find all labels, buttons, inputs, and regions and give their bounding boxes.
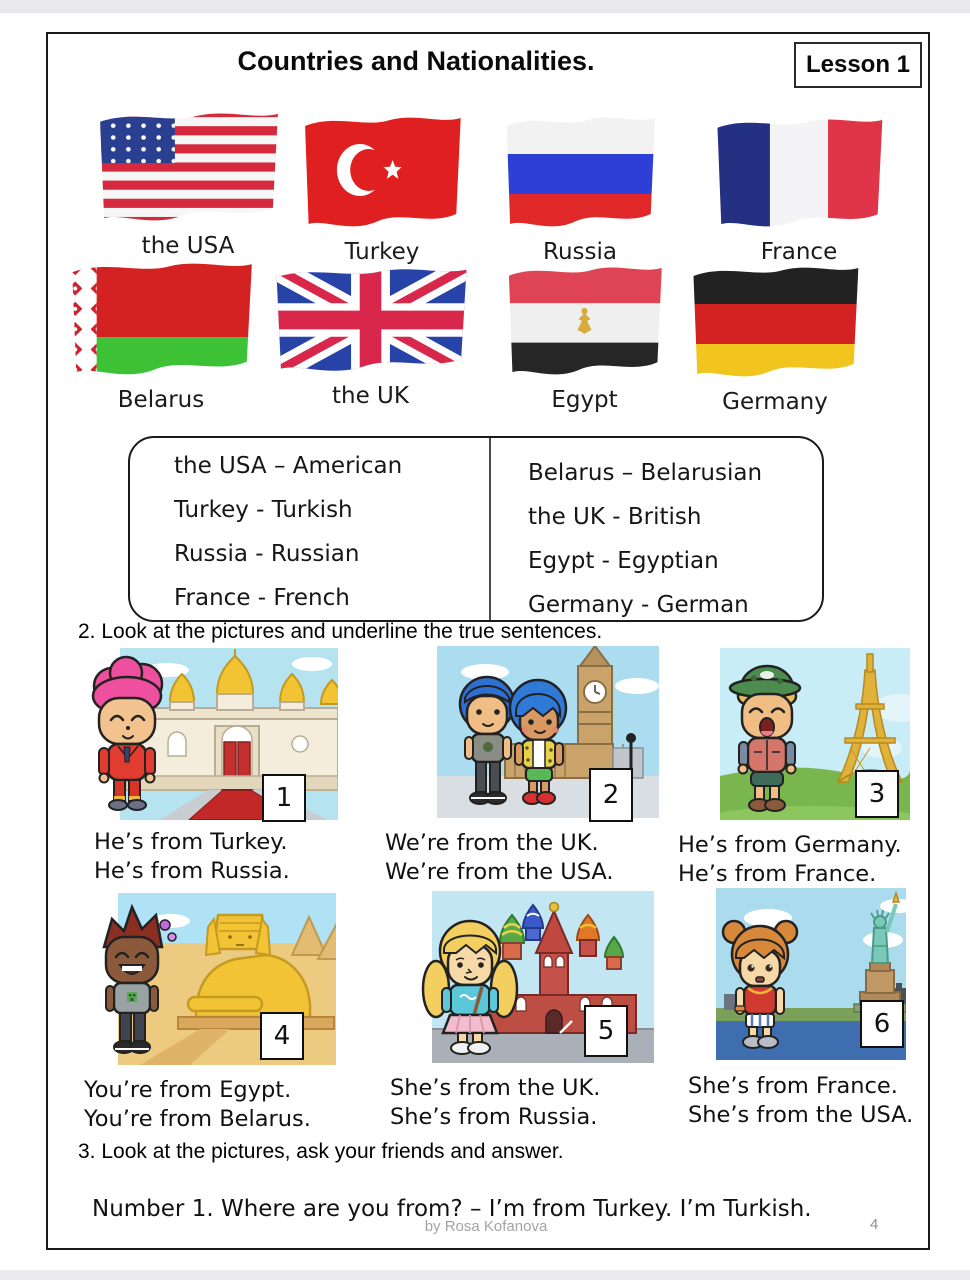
france-flag-icon bbox=[710, 114, 888, 232]
sentence-option: We’re from the USA. bbox=[385, 859, 614, 885]
germany-flag-icon bbox=[686, 262, 864, 382]
flag-item-usa bbox=[92, 108, 284, 259]
nationalities-left-column bbox=[174, 444, 402, 620]
flag-item-turkey bbox=[298, 112, 466, 265]
picture-number-badge: 4 bbox=[260, 1012, 304, 1060]
sentence-option: She’s from Russia. bbox=[390, 1104, 598, 1130]
nationalities-right-column bbox=[528, 451, 762, 627]
uk-flag-icon bbox=[268, 264, 473, 376]
sentence-option: You’re from Belarus. bbox=[84, 1106, 311, 1132]
sentence-option: He’s from Turkey. bbox=[94, 829, 288, 855]
column-divider bbox=[489, 438, 491, 620]
sentence-option: He’s from France. bbox=[678, 861, 877, 887]
nationality-pair: Egypt - Egyptian bbox=[528, 548, 719, 574]
exercise2-item-6 bbox=[668, 888, 968, 1130]
exercise3-heading: 3. Look at the pictures, ask your friends and answer. bbox=[78, 1140, 564, 1163]
usa-flag-icon bbox=[92, 108, 284, 226]
palace-golden-domes-scene-illustration bbox=[72, 648, 372, 828]
sentence-option: She’s from the USA. bbox=[688, 1102, 914, 1128]
flag-label-france: France bbox=[760, 239, 838, 265]
turkey-flag-icon bbox=[298, 112, 466, 232]
picture-number-badge: 3 bbox=[855, 770, 899, 818]
eiffel-tower-scene-illustration bbox=[672, 648, 970, 828]
flag-item-egypt bbox=[502, 262, 667, 413]
flag-label-belarus: Belarus bbox=[117, 387, 205, 413]
exercise3-example: Number 1. Where are you from? – I’m from Turkey. I’m Turkish. bbox=[92, 1196, 812, 1222]
page-bottom-margin bbox=[0, 1270, 970, 1280]
flag-item-france bbox=[710, 114, 888, 265]
nationality-pair: the UK - British bbox=[528, 504, 702, 530]
page-number: 4 bbox=[870, 1216, 879, 1233]
sentence-option: You’re from Egypt. bbox=[84, 1077, 292, 1103]
nationality-pair: Germany - German bbox=[528, 592, 749, 618]
egypt-flag-icon bbox=[502, 262, 667, 380]
nationality-pair: Russia - Russian bbox=[174, 541, 360, 567]
flag-label-turkey: Turkey bbox=[344, 239, 420, 265]
footer-author: by Rosa Kofanova bbox=[424, 1218, 548, 1235]
flag-item-uk bbox=[268, 264, 473, 409]
page-top-margin bbox=[0, 0, 970, 13]
flag-label-uk: the UK bbox=[332, 383, 409, 409]
belarus-flag-icon bbox=[64, 258, 258, 380]
sentence-option: She’s from the UK. bbox=[390, 1075, 601, 1101]
picture-number-badge: 1 bbox=[262, 774, 306, 822]
flag-label-egypt: Egypt bbox=[551, 387, 618, 413]
sentence-option: She’s from France. bbox=[688, 1073, 898, 1099]
picture-number-badge: 2 bbox=[589, 768, 633, 822]
exercise2-item-4 bbox=[70, 893, 370, 1135]
picture-number-badge: 6 bbox=[860, 1000, 904, 1048]
exercise2-item-1 bbox=[72, 648, 372, 890]
statue-of-liberty-scene-illustration bbox=[668, 888, 968, 1068]
nationality-pair: Turkey - Turkish bbox=[174, 497, 353, 523]
flag-label-russia: Russia bbox=[543, 239, 617, 265]
nationality-pair: France - French bbox=[174, 585, 350, 611]
nationality-pair: Belarus – Belarusian bbox=[528, 460, 763, 486]
page-title: Countries and Nationalities. bbox=[237, 46, 595, 76]
russia-flag-icon bbox=[500, 112, 660, 232]
exercise2-item-5 bbox=[370, 891, 670, 1133]
exercise2-item-2 bbox=[375, 646, 675, 888]
exercise2-heading: 2. Look at the pictures and underline the true sentences. bbox=[78, 620, 603, 643]
flag-label-usa: the USA bbox=[141, 233, 235, 259]
sentence-option: He’s from Germany. bbox=[678, 832, 902, 858]
sentence-option: He’s from Russia. bbox=[94, 858, 290, 884]
nationality-pair: the USA – American bbox=[174, 453, 403, 479]
flag-item-russia bbox=[500, 112, 660, 265]
flag-item-germany bbox=[686, 262, 864, 415]
sphinx-pyramids-scene-illustration bbox=[70, 893, 370, 1073]
nationalities-box bbox=[128, 436, 824, 622]
flag-item-belarus bbox=[64, 258, 258, 413]
picture-number-badge: 5 bbox=[584, 1005, 628, 1057]
flag-label-germany: Germany bbox=[722, 389, 828, 415]
sentence-option: We’re from the UK. bbox=[385, 830, 599, 856]
lesson-badge: Lesson 1 bbox=[794, 42, 922, 88]
exercise2-item-3 bbox=[672, 648, 970, 890]
